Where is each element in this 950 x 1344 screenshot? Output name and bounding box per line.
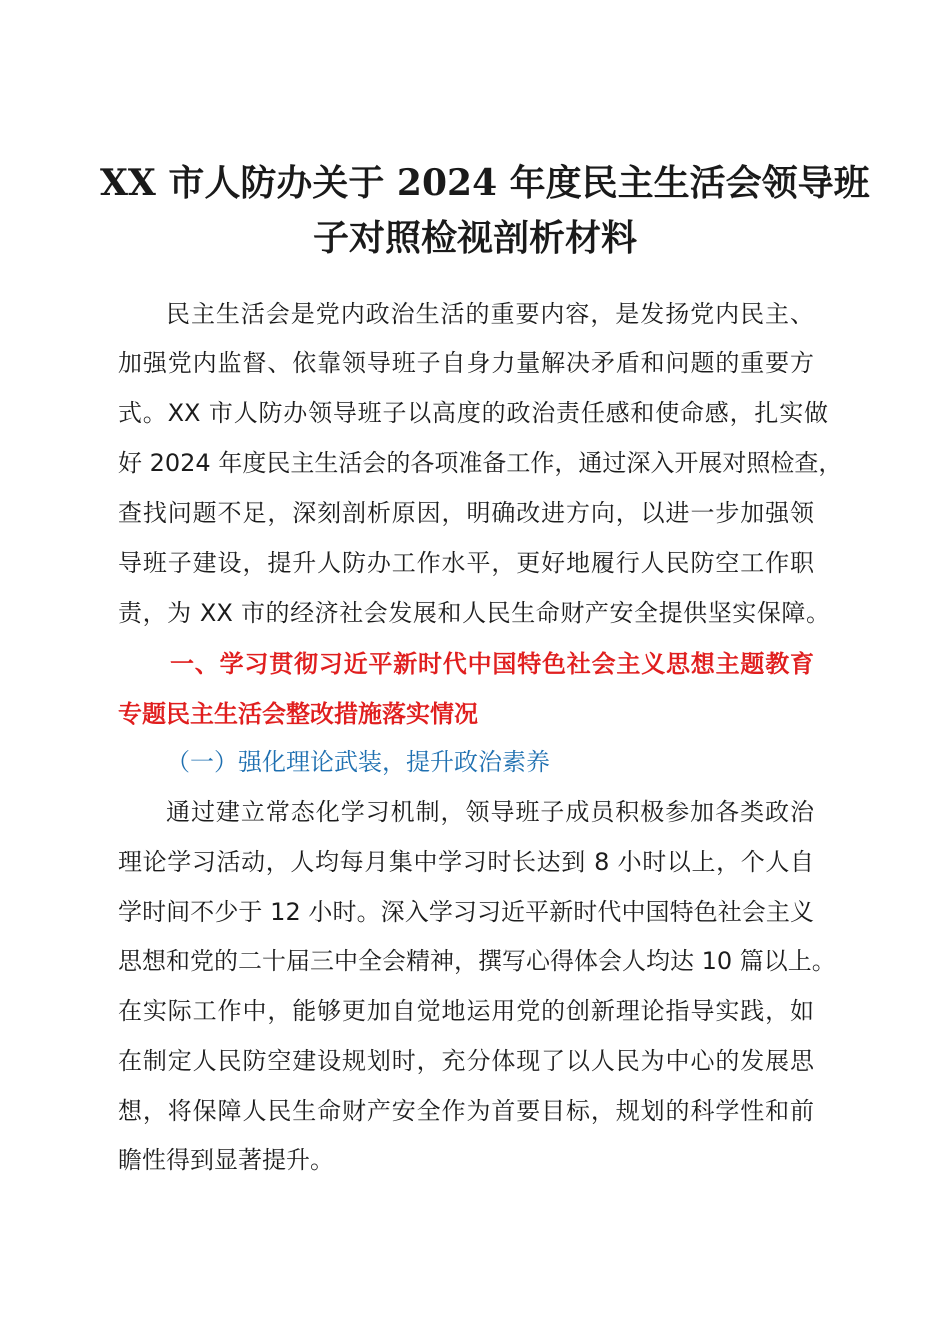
document-title-line-2: 子对照检视剖析材料 [312,217,637,259]
body-line-4: 思想和党的二十届三中全会精神，撰写心得体会人均达 10 篇以上。 [118,947,836,975]
section-heading-1-line-1: 一、学习贯彻习近平新时代中国特色社会主义思想主题教育 [170,650,814,678]
intro-line-4: 好 2024 年度民主生活会的各项准备工作，通过深入开展对照检查， [118,449,843,477]
body-line-6: 在制定人民防空建设规划时，充分体现了以人民为中心的发展思 [118,1047,814,1075]
intro-line-5: 查找问题不足，深刻剖析原因，明确改进方向，以进一步加强领 [118,499,814,527]
intro-line-6: 导班子建设，提升人防办工作水平，更好地履行人民防空工作职 [118,549,814,577]
body-line-7: 想，将保障人民生命财产安全作为首要目标，规划的科学性和前 [118,1097,814,1125]
intro-line-7: 责，为 XX 市的经济社会发展和人民生命财产安全提供坚实保障。 [118,599,830,627]
intro-line-2: 加强党内监督、依靠领导班子自身力量解决矛盾和问题的重要方 [118,349,814,377]
intro-line-1: 民主生活会是党内政治生活的重要内容，是发扬党内民主、 [166,300,814,328]
intro-line-3: 式。XX 市人防办领导班子以高度的政治责任感和使命感，扎实做 [118,399,828,427]
body-line-1: 通过建立常态化学习机制，领导班子成员积极参加各类政治 [166,798,814,826]
document-title-line-1: XX 市人防办关于 2024 年度民主生活会领导班 [100,162,870,204]
body-line-5: 在实际工作中，能够更加自觉地运用党的创新理论指导实践，如 [118,997,814,1025]
body-line-3: 学时间不少于 12 小时。深入学习习近平新时代中国特色社会主义 [118,898,814,926]
body-line-2: 理论学习活动，人均每月集中学习时长达到 8 小时以上，个人自 [118,848,814,876]
body-line-8: 瞻性得到显著提升。 [118,1146,334,1174]
subsection-heading-1: （一）强化理论武装，提升政治素养 [166,748,550,776]
section-heading-1-line-2: 专题民主生活会整改措施落实情况 [118,700,478,728]
